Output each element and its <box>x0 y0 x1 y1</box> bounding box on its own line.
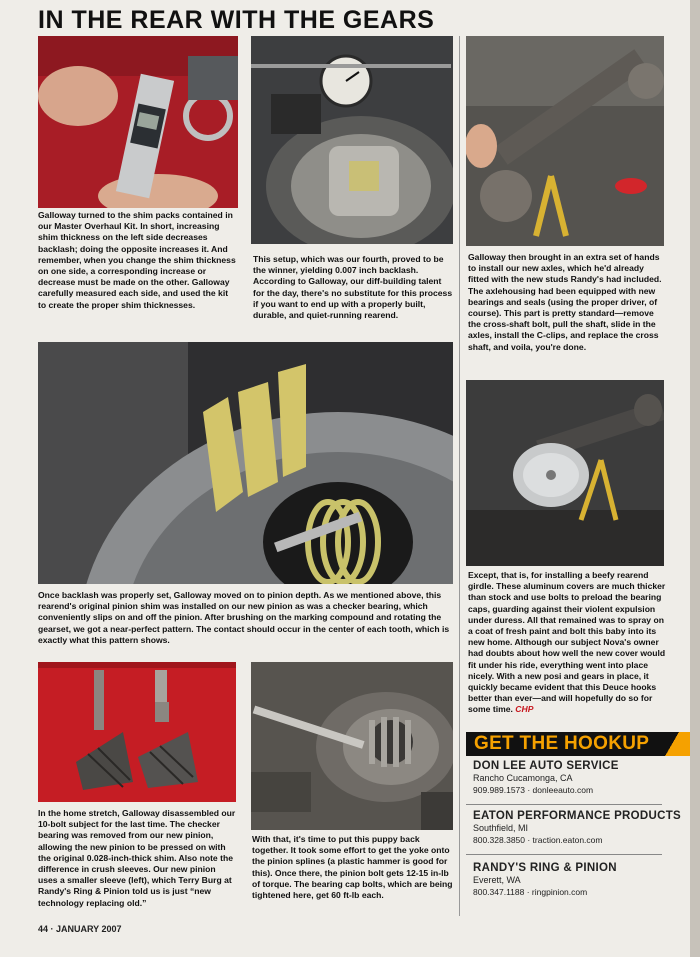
ring-gear-illustration <box>38 342 453 584</box>
ring-gear-closeup-photo <box>38 342 453 584</box>
dial-indicator-illustration <box>251 36 453 244</box>
caption-girdle <box>468 570 666 716</box>
caption-yoke: With that, it's time to put this puppy back together. It took some effort to get the yoke onto the pinion splines (a plastic hammer is good for this). Once there, the pinion bolt gets 12-15 in-lb of torque. The bearing cap bolts, which are being tightened here, get 60 ft-lb each. <box>252 834 453 901</box>
caption-pinion-depth: Once backlash was properly set, Galloway moved on to pinion depth. As we mentioned above, this rearend's original pinion shim was installed on our new pinion as was a checker bearing, which conveniently slips on and off the pinion. After brushing on the marking compound and rotating the gearset, we got a near-perfect pattern. The contact should occur in the center of each tooth, which is exactly what this pattern shows. <box>38 590 450 645</box>
vendor-divider <box>466 854 662 855</box>
vendor-eaton <box>473 810 681 846</box>
pinion-gears-illustration <box>38 662 236 802</box>
author-signature: CHP <box>515 704 534 715</box>
calipers-illustration <box>38 36 238 208</box>
vendor-don-lee <box>473 760 663 796</box>
vendor-contact: 800.328.3850 · traction.eaton.com <box>473 835 603 845</box>
vendor-location: Rancho Cucamonga, CA <box>473 773 573 783</box>
caption-shims: Galloway turned to the shim packs contained in our Master Overhaul Kit. In short, increasing shim thickness on the left side decreases backlash; doing the opposite increases it. And remember, when you change the shim thickness on one side, a corresponding increase or decrease must be made on the other. Galloway carefully measured each side, and used the kit to create the proper shim thicknesses. <box>38 210 236 310</box>
page-folio: 44 · JANUARY 2007 <box>38 924 122 934</box>
caption-girdle-text: Except, that is, for installing a beefy rearend girdle. These aluminum covers are much thicker than stock and use bolts to preload the bearing caps, guarding against their violent expulsion under duress. All that remained was to spray on a coat of fresh paint and bolt this baby into its new home. Although our subject Nova's owner had doubts about how well the new cover would fit under his ride, everything went into place nicely. With a new posi and gears in place, it quickly became evident that this Deuce hooks better than ever—and will hopefully do so for some time. <box>468 570 666 715</box>
caption-home-stretch: In the home stretch, Galloway disassembled our 10-bolt subject for the last time. The checker bearing was removed from our new pinion, allowing the new pinion to be pressed on with the original 0.028-inch-thick shim. Also note the difference in crush sleeves. Our new pinion uses a smaller sleeve (left), which Terry Burg at Randy's Ring & Pinion told us is just “new technology replacing old.” <box>38 808 236 908</box>
girdle-cover-illustration <box>466 380 664 566</box>
pinion-gears-photo <box>38 662 236 802</box>
vendor-location: Southfield, MI <box>473 823 529 833</box>
vendor-name: EATON PERFORMANCE PRODUCTS <box>473 810 681 822</box>
column-rule <box>459 36 460 916</box>
vendor-contact: 800.347.1188 · ringpinion.com <box>473 887 588 897</box>
dial-indicator-photo <box>251 36 453 244</box>
vendor-randys <box>473 862 663 898</box>
vendor-name: RANDY'S RING & PINION <box>473 862 617 874</box>
torque-wrench-photo <box>251 662 453 830</box>
axle-housing-photo <box>466 36 664 246</box>
caption-backlash: This setup, which was our fourth, proved to be the winner, yielding 0.007 inch backlash. According to Galloway, our diff-building talent for the day, there's no substitute for this process if you want to end up with a properly built, durable, and quiet-running rearend. <box>253 254 453 321</box>
vendor-divider <box>466 804 662 805</box>
vendor-contact: 909.989.1573 · donleeauto.com <box>473 785 594 795</box>
caption-axles: Galloway then brought in an extra set of hands to install our new axles, which he'd already fitted with the new studs Randy's had included. The axlehousing had been equipped with new bearings and seals (using the proper driver, of course). This part is pretty standard—remove the cross-shaft bolt, pull the shaft, slide in the axles, install the C-clips, and replace the cross shaft, and voila, you're done. <box>468 252 662 352</box>
vendor-location: Everett, WA <box>473 875 521 885</box>
page-gutter-edge <box>690 0 700 957</box>
girdle-cover-photo <box>466 380 664 566</box>
vendor-name: DON LEE AUTO SERVICE <box>473 760 619 772</box>
hookup-title: GET THE HOOKUP <box>474 733 650 754</box>
calipers-photo <box>38 36 238 208</box>
torque-wrench-illustration <box>251 662 453 830</box>
page-headline: IN THE REAR WITH THE GEARS <box>38 6 435 34</box>
axle-housing-illustration <box>466 36 664 246</box>
